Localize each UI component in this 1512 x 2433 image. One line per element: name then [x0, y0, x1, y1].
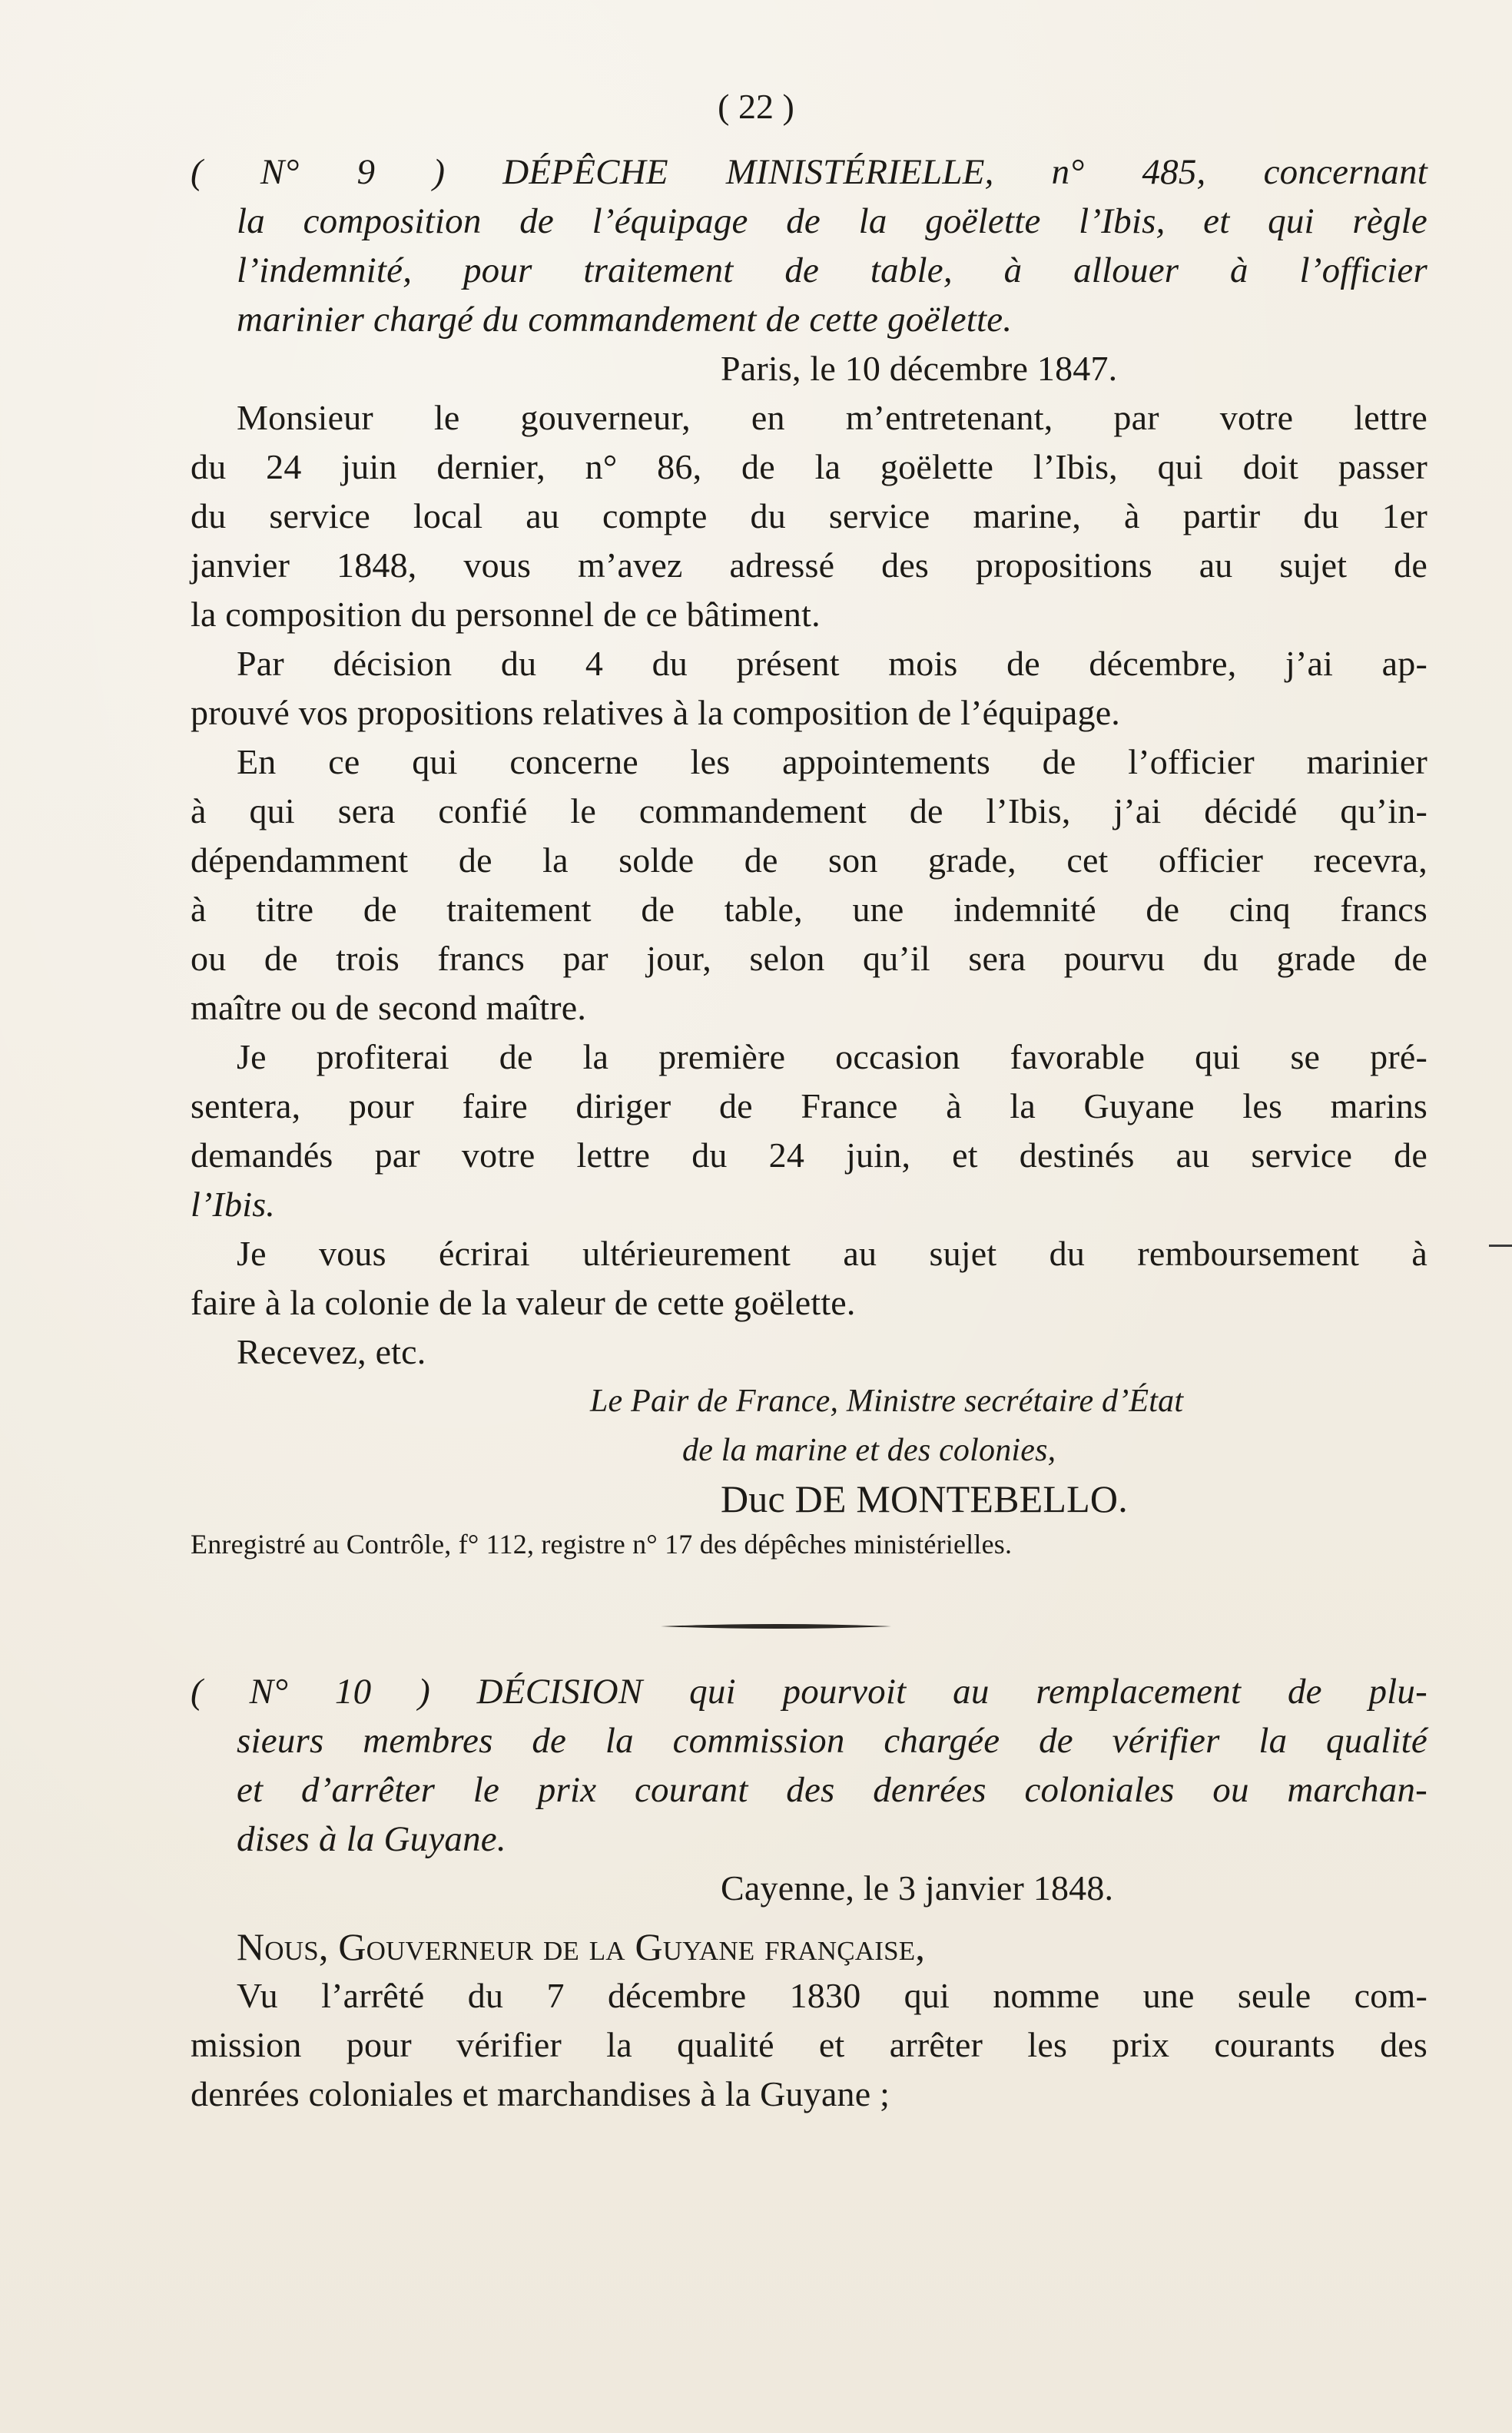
- decision-10-title-line: sieurs membres de la commission chargée de vérifier la qualité: [237, 1721, 1427, 1761]
- body-line: Vu l’arrêté du 7 décembre 1830 qui nomme une seule com-: [237, 1976, 1427, 2015]
- body-line: janvier 1848, vous m’avez adressé des propositions au sujet de: [191, 545, 1427, 585]
- body-line: dépendamment de la solde de son grade, cet officier recevra,: [191, 840, 1427, 880]
- section-divider: [661, 1623, 891, 1630]
- preamble-line: Nous, Gouverneur de la Guyane française,: [237, 1925, 926, 1968]
- body-line: du 24 juin dernier, n° 86, de la goëlette l’Ibis, qui doit passer: [191, 447, 1427, 486]
- body-line: ou de trois francs par jour, selon qu’il sera pourvu du grade de: [191, 939, 1427, 978]
- body-line: denrées coloniales et marchandises à la Guyane ;: [191, 2074, 890, 2113]
- decision-10: [191, 1667, 1427, 2119]
- body-line: mission pour vérifier la qualité et arrêter les prix courants des: [191, 2025, 1427, 2064]
- page-number: ( 22 ): [718, 87, 794, 126]
- signature-title: de la marine et des colonies,: [682, 1433, 1056, 1468]
- dispatch-9-date: Paris, le 10 décembre 1847.: [721, 349, 1118, 388]
- margin-mark: [1489, 1245, 1512, 1247]
- body-line: faire à la colonie de la valeur de cette goëlette.: [191, 1283, 856, 1322]
- decision-10-title-line: et d’arrêter le prix courant des denrées coloniales ou marchan-: [237, 1770, 1427, 1810]
- body-line: En ce qui concerne les appointements de l’officier marinier: [237, 742, 1427, 781]
- body-line: la composition du personnel de ce bâtiment.: [191, 595, 821, 634]
- signature-name: Duc DE MONTEBELLO.: [721, 1477, 1128, 1520]
- body-line: prouvé vos propositions relatives à la composition de l’équipage.: [191, 693, 1121, 732]
- body-line: Par décision du 4 du présent mois de décembre, j’ai ap-: [237, 644, 1427, 683]
- body-line: à qui sera confié le commandement de l’Ibis, j’ai décidé qu’in-: [191, 791, 1427, 830]
- body-line: sentera, pour faire diriger de France à la Guyane les marins: [191, 1086, 1427, 1125]
- dispatch-9-title-line: la composition de l’équipage de la goëlette l’Ibis, et qui règle: [237, 201, 1427, 241]
- dispatch-9-title-line: l’indemnité, pour traitement de table, à allouer à l’officier: [237, 250, 1427, 290]
- body-line: maître ou de second maître.: [191, 988, 587, 1027]
- body-line: Je vous écrirai ultérieurement au sujet du remboursement à: [237, 1234, 1427, 1273]
- registration-note: Enregistré au Contrôle, f° 112, registre n° 17 des dépêches ministérielles.: [191, 1529, 1013, 1560]
- body-line: du service local au compte du service marine, à partir du 1er: [191, 496, 1427, 535]
- body-line: l’Ibis.: [191, 1185, 275, 1224]
- body-line: à titre de traitement de table, une indemnité de cinq francs: [191, 890, 1427, 929]
- decision-10-date: Cayenne, le 3 janvier 1848.: [721, 1868, 1114, 1908]
- dispatch-9: [191, 148, 1427, 1566]
- body-line: Monsieur le gouverneur, en m’entretenant, par votre lettre: [237, 398, 1427, 437]
- body-line: Je profiterai de la première occasion favorable qui se pré-: [237, 1037, 1427, 1076]
- decision-10-title-line: dises à la Guyane.: [237, 1819, 506, 1859]
- signature-title: Le Pair de France, Ministre secrétaire d’État: [590, 1384, 1184, 1419]
- decision-10-title-line: ( N° 10 ) DÉCISION qui pourvoit au remplacement de plu-: [191, 1672, 1427, 1712]
- dispatch-9-title-line: marinier chargé du commandement de cette goëlette.: [237, 300, 1013, 340]
- closing-line: Recevez, etc.: [237, 1332, 426, 1371]
- body-line: demandés par votre lettre du 24 juin, et destinés au service de: [191, 1135, 1427, 1175]
- dispatch-9-title-line: ( N° 9 ) DÉPÊCHE MINISTÉRIELLE, n° 485, concernant: [191, 152, 1427, 192]
